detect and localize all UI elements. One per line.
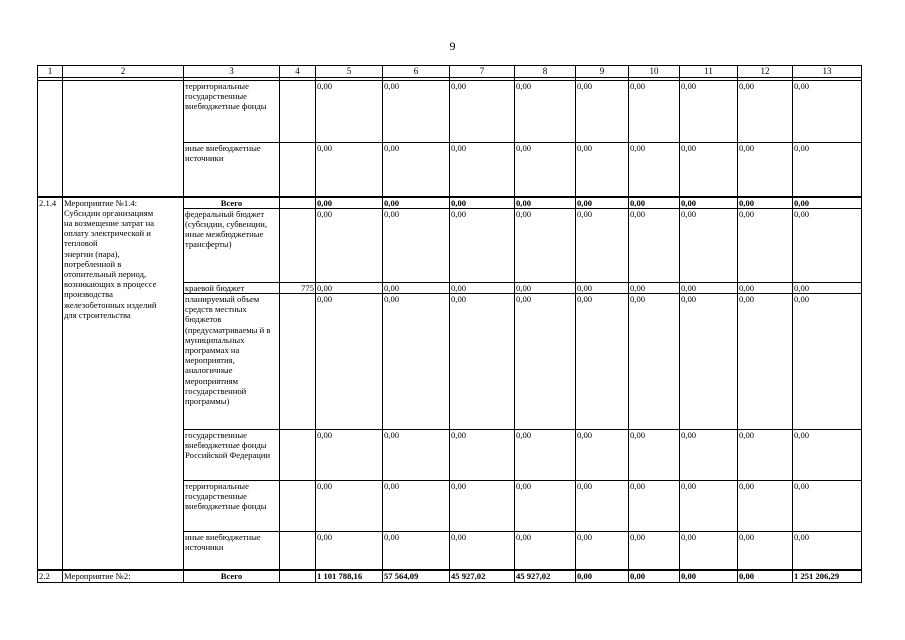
- value-cell: 0,00: [738, 570, 793, 582]
- value-cell: 0,00: [316, 531, 383, 570]
- value-cell: 0,00: [450, 293, 515, 429]
- row-name-cell: Мероприятие №2:: [63, 570, 184, 582]
- value-cell: 0,00: [738, 143, 793, 197]
- row-name-cell: [63, 197, 184, 571]
- value-cell: 0,00: [450, 531, 515, 570]
- row-name-line: на возмещение затрат на: [64, 217, 155, 228]
- value-cell: 0,00: [680, 531, 738, 570]
- source-label: иные внебюджетные источники: [184, 143, 280, 197]
- value-cell: 0,00: [629, 480, 680, 531]
- value-cell: 0,00: [629, 143, 680, 197]
- source-label: территориальные государственные внебюджетные фонды: [184, 81, 280, 143]
- table-row: [38, 197, 862, 209]
- row-name-line: производства: [64, 289, 113, 300]
- value-cell: 0,00: [316, 282, 383, 293]
- header-cell: 12: [738, 66, 793, 78]
- value-cell: 0,00: [576, 531, 629, 570]
- row-name-line: железобетонных изделий: [64, 299, 157, 310]
- value-cell: 57 564,09: [383, 570, 450, 582]
- row-name-line: тепловой: [64, 238, 98, 249]
- value-cell: 0,00: [576, 81, 629, 143]
- row-name-cell: [63, 81, 184, 197]
- value-cell: 0,00: [576, 429, 629, 480]
- value-cell: 0,00: [680, 293, 738, 429]
- row-number-cell: 2.2: [38, 570, 63, 582]
- value-cell: 0,00: [629, 208, 680, 282]
- value-cell: 1 101 788,16: [316, 570, 383, 582]
- value-cell: 0,00: [680, 282, 738, 293]
- value-cell: 0,00: [576, 197, 629, 209]
- source-label: территориальные государственные внебюджетные фонды: [184, 480, 280, 531]
- value-cell: 0,00: [680, 208, 738, 282]
- value-cell: 0,00: [316, 208, 383, 282]
- value-cell: 0,00: [793, 208, 862, 282]
- row-name-line: Субсидии организациям: [64, 207, 154, 218]
- table-row: [38, 570, 862, 582]
- value-cell: 0,00: [793, 197, 862, 209]
- value-cell: 0,00: [383, 81, 450, 143]
- value-cell: 0,00: [383, 293, 450, 429]
- value-cell: 0,00: [680, 143, 738, 197]
- code-cell: [280, 208, 316, 282]
- row-name-line: энергии (пара),: [64, 248, 120, 259]
- value-cell: 0,00: [383, 282, 450, 293]
- value-cell: 45 927,02: [450, 570, 515, 582]
- value-cell: 0,00: [680, 480, 738, 531]
- source-label: Всего: [184, 197, 280, 209]
- value-cell: 0,00: [383, 197, 450, 209]
- value-cell: 0,00: [316, 197, 383, 209]
- header-cell: 9: [576, 66, 629, 78]
- value-cell: 0,00: [450, 197, 515, 209]
- value-cell: 0,00: [450, 429, 515, 480]
- value-cell: 0,00: [576, 208, 629, 282]
- code-cell: 775: [280, 282, 316, 293]
- value-cell: 0,00: [515, 208, 576, 282]
- value-cell: 0,00: [383, 143, 450, 197]
- value-cell: 0,00: [450, 81, 515, 143]
- value-cell: 0,00: [738, 208, 793, 282]
- value-cell: 0,00: [680, 429, 738, 480]
- value-cell: 1 251 206,29: [793, 570, 862, 582]
- row-name-line: Мероприятие №1.4:: [64, 197, 138, 208]
- code-cell: [280, 480, 316, 531]
- value-cell: 45 927,02: [515, 570, 576, 582]
- value-cell: 0,00: [629, 429, 680, 480]
- value-cell: 0,00: [680, 570, 738, 582]
- source-label: краевой бюджет: [184, 282, 280, 293]
- source-label: федеральный бюджет (субсидии, субвенции, иные межбюджетные трансферты): [184, 208, 280, 282]
- row-number-cell: 2.1.4: [38, 197, 63, 571]
- header-cell: 11: [680, 66, 738, 78]
- value-cell: 0,00: [793, 81, 862, 143]
- value-cell: 0,00: [576, 570, 629, 582]
- value-cell: 0,00: [316, 143, 383, 197]
- value-cell: 0,00: [383, 531, 450, 570]
- value-cell: 0,00: [316, 480, 383, 531]
- row-number-cell: [38, 81, 63, 197]
- value-cell: 0,00: [738, 429, 793, 480]
- value-cell: 0,00: [738, 531, 793, 570]
- value-cell: 0,00: [450, 282, 515, 293]
- header-cell: 2: [63, 66, 184, 78]
- page-number: 9: [449, 39, 456, 53]
- code-cell: [280, 81, 316, 143]
- code-cell: [280, 143, 316, 197]
- value-cell: 0,00: [515, 531, 576, 570]
- value-cell: 0,00: [515, 293, 576, 429]
- row-name-line: возникающих в процессе: [64, 279, 157, 290]
- value-cell: 0,00: [450, 208, 515, 282]
- header-cell: 8: [515, 66, 576, 78]
- value-cell: 0,00: [576, 282, 629, 293]
- value-cell: 0,00: [680, 197, 738, 209]
- row-name-line: для строительства: [64, 309, 131, 320]
- row-name-line: оплату электрической и: [64, 228, 151, 239]
- value-cell: 0,00: [383, 208, 450, 282]
- value-cell: 0,00: [793, 531, 862, 570]
- value-cell: 0,00: [738, 480, 793, 531]
- header-row: [38, 66, 862, 78]
- table-row: [38, 81, 862, 143]
- value-cell: 0,00: [383, 429, 450, 480]
- header-cell: 13: [793, 66, 862, 78]
- value-cell: 0,00: [629, 293, 680, 429]
- value-cell: 0,00: [629, 282, 680, 293]
- value-cell: 0,00: [316, 293, 383, 429]
- value-cell: 0,00: [515, 197, 576, 209]
- value-cell: 0,00: [629, 570, 680, 582]
- value-cell: 0,00: [576, 293, 629, 429]
- value-cell: 0,00: [793, 429, 862, 480]
- value-cell: 0,00: [793, 282, 862, 293]
- value-cell: 0,00: [793, 143, 862, 197]
- source-label: иные внебюджетные источники: [184, 531, 280, 570]
- value-cell: 0,00: [793, 293, 862, 429]
- value-cell: 0,00: [515, 480, 576, 531]
- value-cell: 0,00: [738, 282, 793, 293]
- code-cell: [280, 429, 316, 480]
- value-cell: 0,00: [450, 143, 515, 197]
- value-cell: 0,00: [793, 480, 862, 531]
- value-cell: 0,00: [629, 81, 680, 143]
- value-cell: 0,00: [629, 197, 680, 209]
- budget-table: [37, 65, 862, 583]
- code-cell: [280, 293, 316, 429]
- header-cell: 5: [316, 66, 383, 78]
- header-cell: 6: [383, 66, 450, 78]
- value-cell: 0,00: [680, 81, 738, 143]
- header-cell: 1: [38, 66, 63, 78]
- value-cell: 0,00: [316, 81, 383, 143]
- row-name-line: потребленной в: [64, 258, 122, 269]
- value-cell: 0,00: [515, 81, 576, 143]
- value-cell: 0,00: [515, 429, 576, 480]
- value-cell: 0,00: [576, 143, 629, 197]
- code-cell: [280, 197, 316, 209]
- value-cell: 0,00: [738, 197, 793, 209]
- value-cell: 0,00: [316, 429, 383, 480]
- row-name-line: отопительный период,: [64, 268, 147, 279]
- value-cell: 0,00: [450, 480, 515, 531]
- value-cell: 0,00: [576, 480, 629, 531]
- header-cell: 7: [450, 66, 515, 78]
- value-cell: 0,00: [383, 480, 450, 531]
- value-cell: 0,00: [738, 81, 793, 143]
- header-cell: 4: [280, 66, 316, 78]
- source-label: государственные внебюджетные фонды Российской Федерации: [184, 429, 280, 480]
- value-cell: 0,00: [515, 143, 576, 197]
- value-cell: 0,00: [738, 293, 793, 429]
- source-label: Всего: [184, 570, 280, 582]
- value-cell: 0,00: [629, 531, 680, 570]
- code-cell: [280, 531, 316, 570]
- source-label: планируемый объем средств местных бюджетов (предусматриваемы й в муниципальных программах на мероприятия, аналогичные мероприятиям государственной программы): [184, 293, 280, 429]
- value-cell: 0,00: [515, 282, 576, 293]
- header-cell: 10: [629, 66, 680, 78]
- code-cell: [280, 570, 316, 582]
- header-cell: 3: [184, 66, 280, 78]
